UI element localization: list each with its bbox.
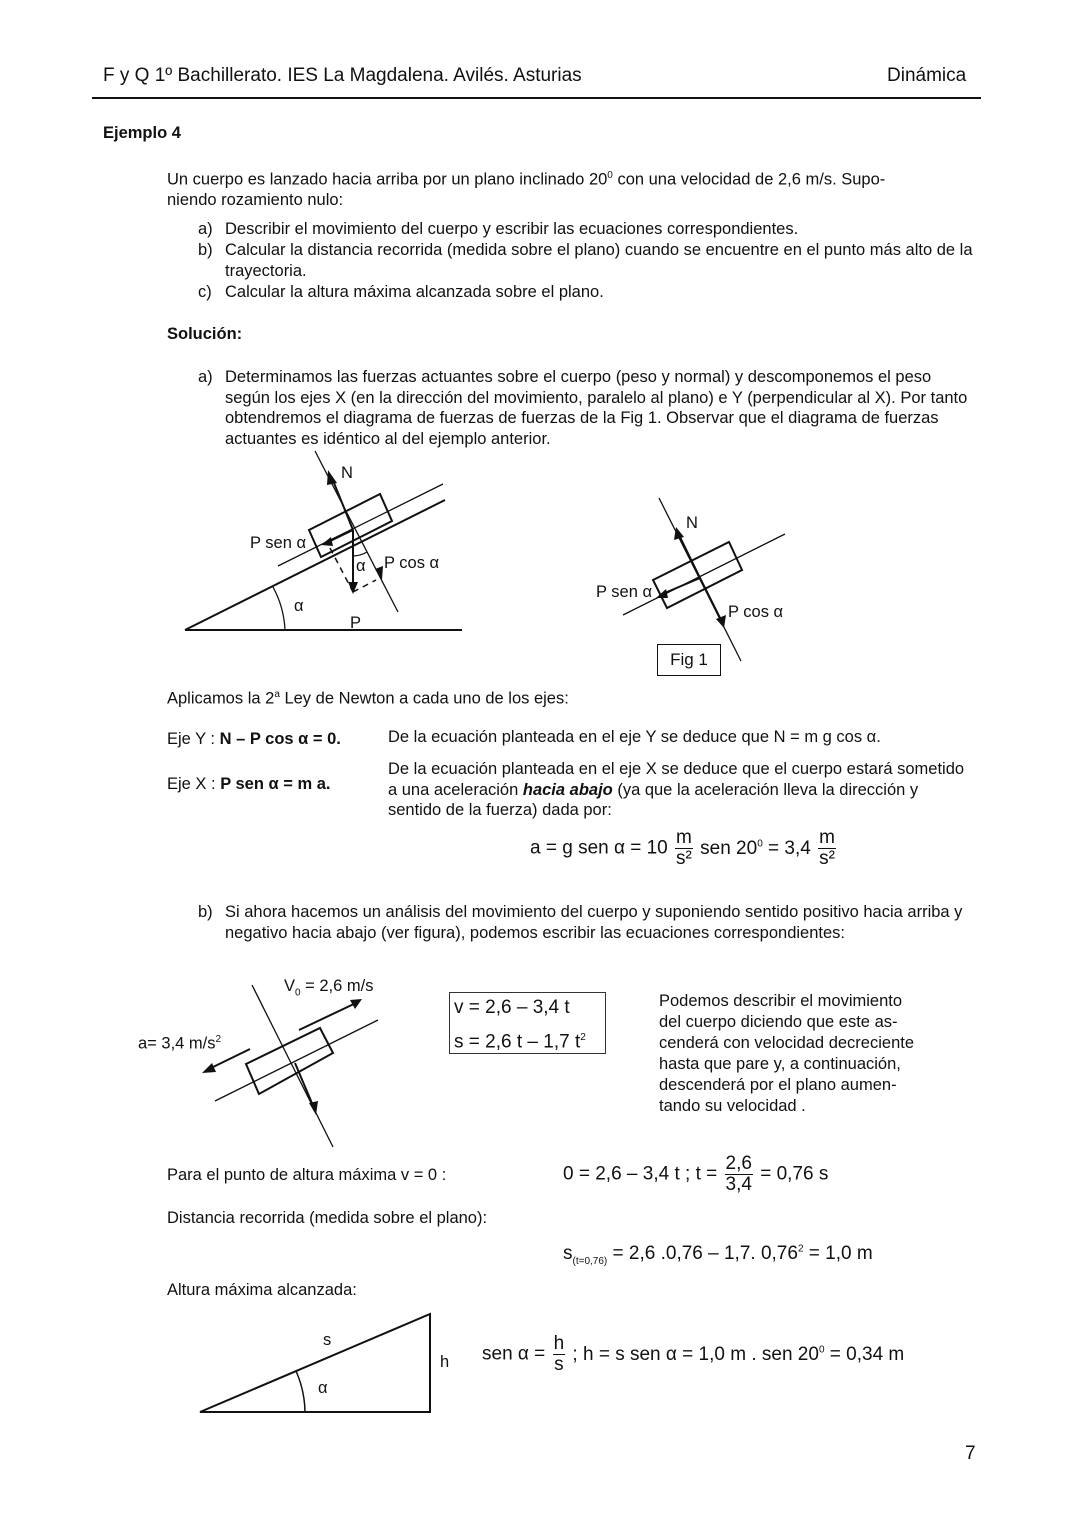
eje-y-explanation: De la ecuación planteada en el eje Y se deduce que N = m g cos α. bbox=[388, 728, 881, 746]
eje-x-equation: Eje X : P sen α = m a. bbox=[167, 775, 331, 793]
diagram1-normal-label: N bbox=[341, 464, 353, 482]
newton-intro: Aplicamos la 2$^a$ Ley de Newton a cada uno de los ejes: bbox=[167, 689, 569, 708]
acceleration-label: a= 3,4 $m/s^2$ bbox=[138, 1034, 222, 1053]
eje-y-equation: Eje Y : N – P cos α = 0. bbox=[167, 730, 341, 748]
diagram1-alpha-base: α bbox=[294, 597, 304, 615]
header-title: F y Q 1º Bachillerato. IES La Magdalena. Avilés. Asturias bbox=[103, 65, 582, 86]
triangle-hypotenuse-label: s bbox=[323, 1331, 332, 1349]
time-equation: 0 = 2,6 – 3,4 t ; t = $\frac{2,6}{3,4}$ = 0,76 s bbox=[563, 1153, 829, 1195]
distance-label: Distancia recorrida (medida sobre el plano): bbox=[167, 1209, 488, 1227]
diagram1-alpha-inner: α bbox=[356, 557, 366, 575]
altitude-label: Altura máxima alcanzada: bbox=[167, 1281, 357, 1299]
diagram1-pcos-label: P cos α bbox=[384, 554, 440, 572]
diagram1-weight-label: P bbox=[350, 614, 362, 632]
triangle-height-label: h bbox=[440, 1353, 450, 1371]
problem-statement: Un cuerpo es lanzado hacia arriba por un plano inclinado $20^0$ con una velocidad de 2,6 m/s. Supo- niendo rozamiento nulo: bbox=[167, 170, 886, 209]
initial-velocity-label: $V_0 = 2,6$ m/s bbox=[284, 977, 374, 999]
page-number: 7 bbox=[965, 1443, 976, 1464]
example-title: Ejemplo 4 bbox=[103, 124, 181, 142]
diagram1-psen-label: P sen α bbox=[250, 534, 307, 552]
diagram2-psen-label: P sen α bbox=[596, 583, 653, 601]
max-height-condition: Para el punto de altura máxima v = 0 : bbox=[167, 1166, 447, 1184]
figure-caption: Fig 1 bbox=[657, 644, 721, 676]
solution-title: Solución: bbox=[167, 325, 243, 343]
motion-description: Podemos describir el movimiento del cuerpo diciendo que este as- cenderá con velocidad decreciente hasta que pare y, a continuación, descenderá por el plano aumen- tando su velocidad . bbox=[659, 992, 915, 1115]
acceleration-equation: a = g sen α = 10 $\frac{m}{\text{s²}}$ sen $20^0 = 3,4$ $\frac{m}{\text{s²}}$ bbox=[530, 827, 835, 869]
eje-x-explanation: De la ecuación planteada en el eje X se deduce que el cuerpo estará sometido a una aceleración hacia abajo (ya que la aceleración lleva la dirección y sentido de la fuerza) dada por: bbox=[388, 760, 965, 819]
diagram2-normal-label: N bbox=[686, 514, 698, 532]
motion-equations-box: v = 2,6 – 3,4 t s = 2,6 t – 1,7 $t^2$ bbox=[449, 992, 606, 1054]
triangle-angle-label: α bbox=[318, 1379, 328, 1397]
distance-equation: $s_{(t=0,76)} = 2,6$ .0,76 – 1,7. $0,76^2 = 1,0$ m bbox=[563, 1243, 873, 1267]
header-section: Dinámica bbox=[887, 65, 967, 86]
diagram2-pcos-label: P cos α bbox=[728, 603, 784, 621]
height-equation: sen α = $\frac{h}{s}$ ; h = s sen α = 1,0 m . sen $20^0 = 0,34$ m bbox=[482, 1333, 905, 1375]
